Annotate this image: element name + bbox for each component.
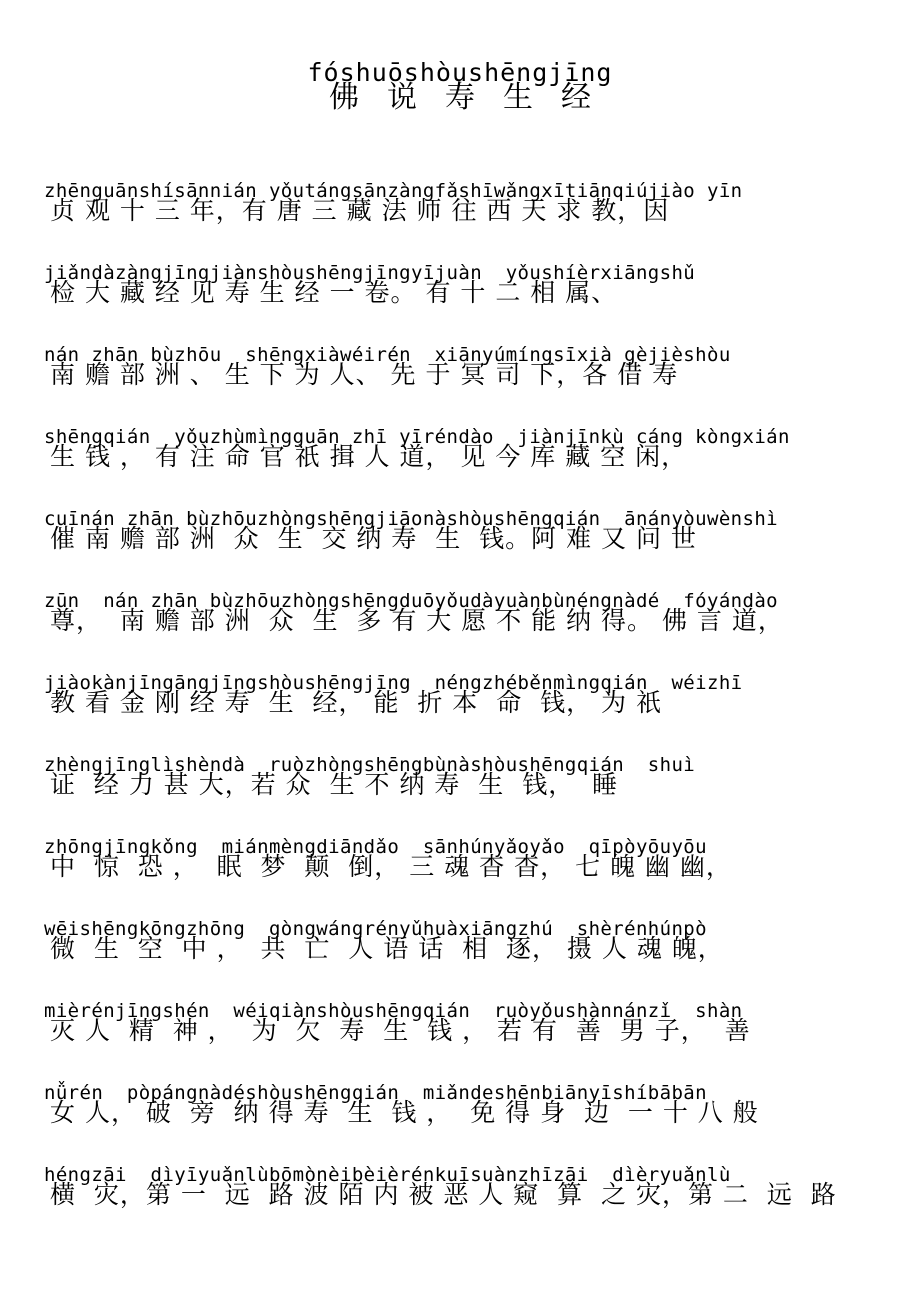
pinyin-line: jiǎndàzàngjīngjiànshòushēngjīngyījuàn yǒushíèrxiāngshǔ	[44, 262, 696, 284]
hanzi-line: 检 大 藏 经 见 寿 生 经 一 卷。 有 十 二 相 属、	[50, 278, 618, 307]
text-line	[44, 1164, 876, 1246]
pinyin-line: nǚrén pòpángnàdéshòushēngqián miǎndeshēnbiānyīshíbābān	[44, 1082, 707, 1104]
text-line	[44, 262, 876, 344]
pinyin-line: nán zhān bùzhōu shēngxiàwéirén xiānyúmíngsīxià gèjièshòu	[44, 344, 731, 366]
text-line	[44, 1082, 876, 1164]
text-line	[44, 754, 876, 836]
hanzi-line: 横 灾，第 一 远 路 波 陌 内 被 恶 人 窥 算 之 灾，第 二 远 路	[50, 1180, 837, 1209]
hanzi-line: 催 南 赡 部 洲 众 生 交 纳 寿 生 钱。阿 难 又 问 世	[50, 524, 697, 553]
hanzi-line: 教 看 金 刚 经 寿 生 经， 能 折 本 命 钱， 为 祇	[50, 688, 662, 717]
scripture-body	[44, 180, 876, 1246]
text-line	[44, 590, 876, 672]
pinyin-line: zūn nán zhān bùzhōuzhòngshēngduōyǒudàyuànbùnéngnàdé fóyándào	[44, 590, 779, 612]
pinyin-line: cuīnán zhān bùzhōuzhòngshēngjiāonàshòushēngqián ānányòuwènshì	[44, 508, 779, 530]
hanzi-line: 证 经 力 甚 大，若 众 生 不 纳 寿 生 钱， 睡	[50, 770, 619, 799]
hanzi-line: 南 赡 部 洲 、 生 下 为 人、 先 于 冥 司 下，各 借 寿	[50, 360, 679, 389]
pinyin-line: zhèngjīnglìshèndà ruòzhòngshēngbùnàshòushēngqián shuì	[44, 754, 696, 776]
text-line	[44, 672, 876, 754]
text-line	[44, 508, 876, 590]
hanzi-line: 生 钱 ， 有 注 命 官 祇 揖 人 道， 见 今 库 藏 空 闲，	[50, 442, 688, 471]
pinyin-line: mièrénjīngshén wéiqiànshòushēngqián ruòyǒushànnánzǐ shàn	[44, 1000, 743, 1022]
pinyin-line: jiàokànjīngāngjīngshòushēngjīng néngzhéběnmìngqián wéizhī	[44, 672, 743, 694]
pinyin-line: zhēnguānshísānnián yǒutángsānzàngfǎshīwǎngxītiānqiújiào yīn	[44, 180, 743, 202]
hanzi-line: 中 惊 恐 ， 眠 梦 颠 倒， 三 魂 杳 杳， 七 魄 幽 幽，	[50, 852, 732, 881]
hanzi-line: 贞 观 十 三 年，有 唐 三 藏 法 师 往 西 天 求 教，因	[50, 196, 670, 225]
text-line	[44, 836, 876, 918]
pinyin-line: wēishēngkōngzhōng gòngwángrényǔhuàxiāngzhú shèrénhúnpò	[44, 918, 707, 940]
text-line	[44, 426, 876, 508]
document-title	[0, 58, 920, 114]
hanzi-line: 灭 人 精 神 ， 为 欠 寿 生 钱 ， 若 有 善 男 子， 善	[50, 1016, 751, 1045]
hanzi-line: 微 生 空 中 ， 共 亡 人 语 话 相 逐， 摄 人 魂 魄，	[50, 934, 724, 963]
text-line	[44, 344, 876, 426]
hanzi-line: 女 人， 破 旁 纳 得 寿 生 钱 ， 免 得 身 边 一 十 八 般	[50, 1098, 759, 1127]
pinyin-line: zhōngjīngkǒng miánmèngdiāndǎo sānhúnyǎoyǎo qīpòyōuyōu	[44, 836, 707, 858]
text-line	[44, 918, 876, 1000]
title-hanzi: 佛说寿生经	[329, 80, 619, 115]
hanzi-line: 尊， 南 赡 部 洲 众 生 多 有 大 愿 不 能 纳 得。 佛 言 道，	[50, 606, 784, 635]
pinyin-line: shēngqián yǒuzhùmìngguān zhī yīréndào jiànjīnkù cáng kòngxián	[44, 426, 790, 448]
pinyin-line: héngzāi dìyīyuǎnlùbōmònèibèièrénkuīsuànzhīzāi dìèryuǎnlù	[44, 1164, 731, 1186]
text-line	[44, 1000, 876, 1082]
title-pinyin: fóshuōshòushēngjīng	[307, 58, 613, 87]
text-line	[44, 180, 876, 262]
